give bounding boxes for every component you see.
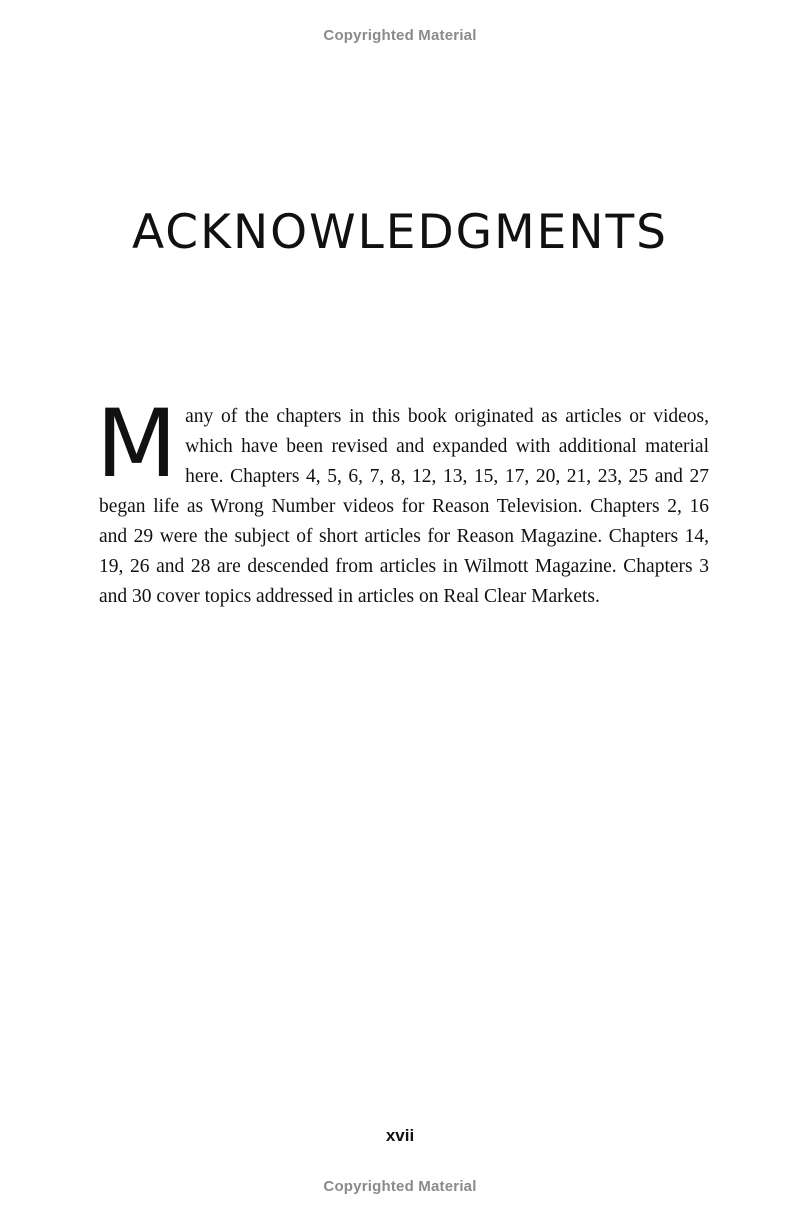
page-number: xvii bbox=[385, 1126, 415, 1145]
page-title: ACKNOWLEDGMENTS bbox=[131, 205, 669, 260]
drop-cap: M bbox=[96, 390, 178, 499]
copyright-watermark-top: Copyrighted Material bbox=[323, 27, 477, 44]
copyright-watermark-bottom: Copyrighted Material bbox=[323, 1178, 477, 1195]
acknowledgments-paragraph bbox=[96, 390, 709, 612]
paragraph-text: any of the chapters in this book originated as articles or videos, which have been revised and expanded with additional material here. Chapters 4, 5, 6, 7, 8, 12, 13, 15, 17, 20, 21, 23, 25 and 27 began life as Wrong Number videos for Reason Television. Chapters 2, 16 and 29 were the subject of short articles for Reason Magazine. Chapters 14, 19, 26 and 28 are descended from articles in Wilmott Magazine. Chapters 3 and 30 cover topics addressed in articles on Real Clear Markets. bbox=[99, 406, 709, 607]
